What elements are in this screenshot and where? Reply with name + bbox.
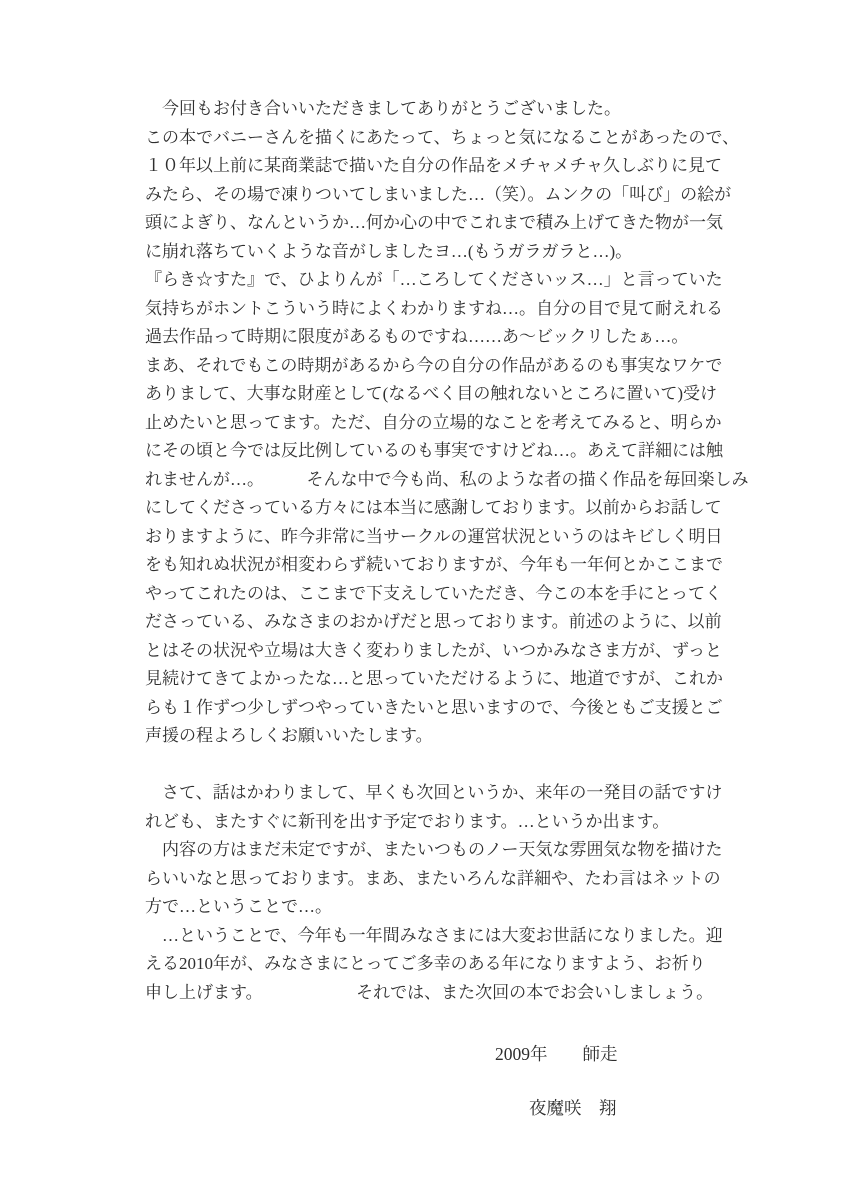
text-line: 方で…ということで…。 xyxy=(145,897,332,916)
text-line: 頭によぎり、なんというか…何か心の中でこれまで積み上げてきた物が一気 xyxy=(145,213,723,232)
text-line: １０年以上前に某商業誌で描いた自分の作品をメチャメチャ久しぶりに見て xyxy=(145,156,722,175)
text-line: みたら、その場で凍りついてしまいました…（笑）。ムンクの「叫び」の絵が xyxy=(145,184,732,204)
text-line: まあ、それでもこの時期があるから今の自分の作品があるのも事実なワケで xyxy=(145,355,723,375)
text-line: れませんが…。 そんな中で今も尚、私のような者の描く作品を毎回楽しみ xyxy=(145,469,749,489)
text-line: にしてくださっている方々には本当に感謝しております。以前からお話して xyxy=(145,498,722,517)
text-line: ありまして、大事な財産として(なるべく目の触れないところに置いて)受け xyxy=(145,384,717,403)
text-line: この本でバニーさんを描くにあたって、ちょっと気になることがあったので、 xyxy=(145,127,740,147)
paragraph xyxy=(145,779,757,1007)
text-line: おりますように、昨今非常に当サークルの運営状況というのはキビしく明日 xyxy=(145,526,723,546)
afterword-body-text xyxy=(145,95,757,1007)
author-signature: 夜魔咲 翔 xyxy=(529,1098,617,1118)
text-line: 『らき☆すた』で、ひよりんが「…ころしてくださいッス…」と言っていた xyxy=(145,270,723,289)
text-line: さて、話はかわりまして、早くも次回というか、来年の一発目の話ですけ xyxy=(145,783,723,802)
text-line: とはその状況や立場は大きく変わりましたが、いつかみなさま方が、ずっと xyxy=(145,640,722,660)
text-line: 声援の程よろしくお願いいたします。 xyxy=(145,726,433,745)
text-line: らいいなと思っております。まあ、またいろんな詳細や、たわ言はネットの xyxy=(145,868,721,888)
text-line: …ということで、今年も一年間みなさまには大変お世話になりました。迎 xyxy=(145,925,723,945)
text-line: 内容の方はまだ未定ですが、またいつものノー天気な雰囲気な物を描けた xyxy=(145,840,723,859)
text-line: らも１作ずつ少しずつやっていきたいと思いますので、今後ともご支援とご xyxy=(145,697,723,717)
text-line: にその頃と今では反比例しているのも事実ですけどね…。あえて詳細には触 xyxy=(145,441,723,460)
text-line: 気持ちがホントこういう時によくわかりますね…。自分の目で見て耐えれる xyxy=(145,298,723,318)
text-line: 見続けてきてよかったな…と思っていただけるように、地道ですが、これか xyxy=(145,669,723,688)
text-line: ださっている、みなさまのおかげだと思っております。前述のように、以前 xyxy=(145,612,722,631)
text-line: に崩れ落ちていくような音がしましたヨ…(もうガラガラと…)。 xyxy=(145,241,633,261)
date-line: 2009年 師走 xyxy=(495,1044,618,1064)
text-line: 申し上げます。 それでは、また次回の本でお会いしましょう。 xyxy=(145,982,714,1002)
text-line: をも知れぬ状況が相変わらず続いておりますが、今年も一年何とかここまで xyxy=(145,555,723,574)
text-line: やってこれたのは、ここまで下支えしていただき、今この本を手にとってく xyxy=(145,583,722,603)
text-line: れども、またすぐに新刊を出す予定でおります。…というか出ます。 xyxy=(145,811,670,831)
text-line: 今回もお付き合いいただきましてありがとうございました。 xyxy=(145,99,621,118)
text-line: 止めたいと思ってます。ただ、自分の立場的なことを考えてみると、明らか xyxy=(145,412,722,432)
paragraph xyxy=(145,95,757,751)
text-line: える2010年が、みなさまにとってご多幸のある年になりますよう、お祈り xyxy=(145,954,706,973)
text-line: 過去作品って時期に限度があるものですね……あ〜ビックリしたぁ…。 xyxy=(145,327,689,346)
